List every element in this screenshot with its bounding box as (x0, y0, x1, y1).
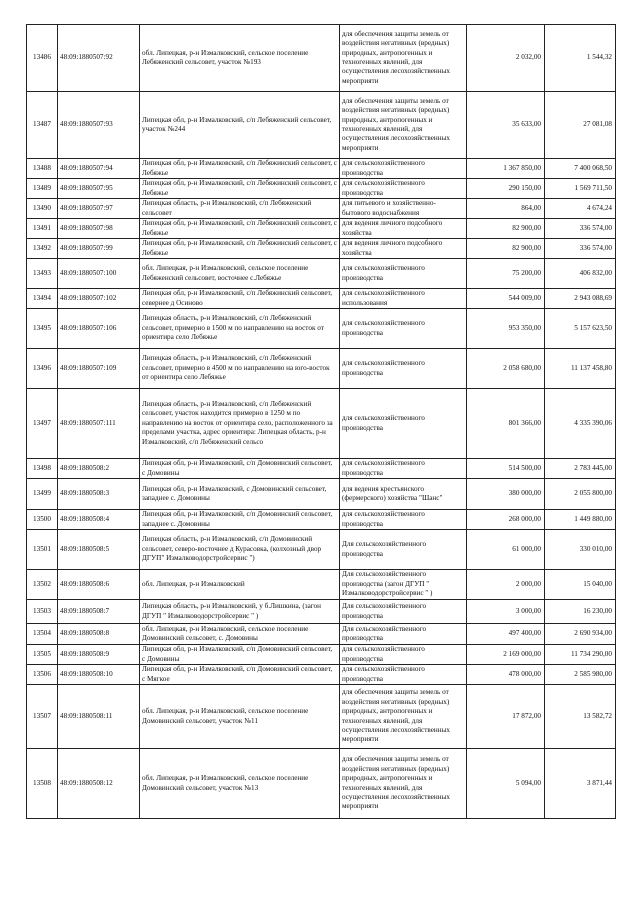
cadastral-value: 11 734 290,00 (545, 645, 616, 665)
area-value: 35 633,00 (467, 92, 545, 159)
row-number: 13504 (27, 624, 58, 645)
cadastral-number: 48:09:1880507:99 (58, 239, 140, 259)
address: Липецкая обл, р-н Измалковский, с/п Лебяжинский сельсовет, с Лебяжье (140, 219, 340, 239)
cadastral-value: 27 081,08 (545, 92, 616, 159)
cadastral-value: 4 335 390,06 (545, 389, 616, 459)
address: Липецкая обл, р-н Измалковский, с/п Домовинский сельсовет, западнее с. Домовины (140, 510, 340, 530)
table-row (27, 685, 616, 749)
permitted-use: для обеспечения защиты земель от воздействия негативных (вредных) природных, антропогенных и техногенных явлений, для осуществления лесохозяйственных мероприяти (340, 749, 467, 819)
area-value: 2 032,00 (467, 25, 545, 92)
cadastral-value: 1 544,32 (545, 25, 616, 92)
table-row (27, 239, 616, 259)
address: Липецкая область, р-н Измалковский, с/п Лебяженский сельсовет (140, 199, 340, 219)
cadastral-number: 48:09:1880508:12 (58, 749, 140, 819)
table-row (27, 92, 616, 159)
row-number: 13501 (27, 530, 58, 570)
address: Липецкая обл, р-н Измалковский, с/п Домовинский сельсовет, с Домовины (140, 645, 340, 665)
area-value: 61 000,00 (467, 530, 545, 570)
cadastral-value: 330 010,00 (545, 530, 616, 570)
row-number: 13507 (27, 685, 58, 749)
row-number: 13486 (27, 25, 58, 92)
area-value: 514 500,00 (467, 459, 545, 479)
permitted-use: для сельскохозяйственного производства (340, 259, 467, 289)
cadastral-value: 16 230,00 (545, 600, 616, 624)
cadastral-value: 2 690 934,00 (545, 624, 616, 645)
table-row (27, 349, 616, 389)
cadastral-value: 2 585 980,00 (545, 665, 616, 685)
cadastral-number: 48:09:1880508:7 (58, 600, 140, 624)
area-value: 801 366,00 (467, 389, 545, 459)
table-row (27, 645, 616, 665)
area-value: 268 000,00 (467, 510, 545, 530)
row-number: 13506 (27, 665, 58, 685)
table-row (27, 459, 616, 479)
cadastral-value: 15 040,00 (545, 570, 616, 600)
area-value: 2 169 000,00 (467, 645, 545, 665)
area-value: 953 350,00 (467, 309, 545, 349)
cadastral-number: 48:09:1880507:94 (58, 159, 140, 179)
cadastral-number: 48:09:1880507:93 (58, 92, 140, 159)
table-row (27, 309, 616, 349)
row-number: 13508 (27, 749, 58, 819)
area-value: 497 400,00 (467, 624, 545, 645)
row-number: 13497 (27, 389, 58, 459)
permitted-use: для ведения крестьянского (фермерского) хозяйства "Шанс" (340, 479, 467, 510)
permitted-use: для сельскохозяйственного производства (340, 510, 467, 530)
cadastral-value: 336 574,00 (545, 239, 616, 259)
area-value: 544 009,00 (467, 289, 545, 309)
area-value: 5 094,00 (467, 749, 545, 819)
row-number: 13492 (27, 239, 58, 259)
permitted-use: Для сельскохозяйственного производства (340, 624, 467, 645)
permitted-use: для обеспечения защиты земель от воздействия негативных (вредных) природных, антропогенных и техногенных явлений, для осуществления лесохозяйственных мероприяти (340, 25, 467, 92)
table-row (27, 665, 616, 685)
cadastral-number: 48:09:1880507:102 (58, 289, 140, 309)
cadastral-number: 48:09:1880507:97 (58, 199, 140, 219)
table-row (27, 219, 616, 239)
address: обл. Липецкая, р-н Измалковский, сельское поселение Домовинский сельсовет, участок №11 (140, 685, 340, 749)
cadastral-value: 4 674,24 (545, 199, 616, 219)
permitted-use: для обеспечения защиты земель от воздействия негативных (вредных) природных, антропогенных и техногенных явлений, для осуществления лесохозяйственных мероприяти (340, 92, 467, 159)
row-number: 13502 (27, 570, 58, 600)
permitted-use: Для сельскохозяйственного производства (340, 530, 467, 570)
permitted-use: для сельскохозяйственного производства (340, 159, 467, 179)
table-row (27, 199, 616, 219)
address: Липецкая обл, р-н Измалковский, с/п Домовинский сельсовет, с Мягкое (140, 665, 340, 685)
row-number: 13498 (27, 459, 58, 479)
area-value: 478 000,00 (467, 665, 545, 685)
permitted-use: для сельскохозяйственного производства (340, 665, 467, 685)
row-number: 13499 (27, 479, 58, 510)
cadastral-value: 406 832,00 (545, 259, 616, 289)
area-value: 75 200,00 (467, 259, 545, 289)
area-value: 2 058 680,00 (467, 349, 545, 389)
cadastral-number: 48:09:1880508:6 (58, 570, 140, 600)
cadastral-value: 5 157 623,50 (545, 309, 616, 349)
row-number: 13488 (27, 159, 58, 179)
permitted-use: для ведения личного подсобного хозяйства (340, 219, 467, 239)
table-row (27, 600, 616, 624)
area-value: 82 900,00 (467, 219, 545, 239)
row-number: 13487 (27, 92, 58, 159)
address: Липецкая обл, р-н Измалковский, с/п Лебяжинский сельсовет, с Лебяжье (140, 239, 340, 259)
table-row (27, 479, 616, 510)
address: обл. Липецкая, р-н Измалковский, сельское поселение Домовинский сельсовет, с. Домовины (140, 624, 340, 645)
cadastral-number: 48:09:1880507:106 (58, 309, 140, 349)
cadastral-number: 48:09:1880507:98 (58, 219, 140, 239)
table-body (27, 25, 616, 819)
cadastral-value: 7 400 068,50 (545, 159, 616, 179)
cadastral-value: 1 569 711,50 (545, 179, 616, 199)
row-number: 13490 (27, 199, 58, 219)
address: Липецкая обл, р-н Измалковский, с/п Домовинский сельсовет, с Домовины (140, 459, 340, 479)
address: Липецкая обл, р-н Измалковский, с/п Лебяженский сельсовет, участок №244 (140, 92, 340, 159)
row-number: 13505 (27, 645, 58, 665)
address: Липецкая область, р-н Измалковский, с/п Домовинский сельсовет, северо-восточнее д Курасовка, (колхозный двор ДГУП" Измалководорстройсервис ") (140, 530, 340, 570)
cadastral-value: 336 574,00 (545, 219, 616, 239)
row-number: 13496 (27, 349, 58, 389)
area-value: 380 000,00 (467, 479, 545, 510)
area-value: 290 150,00 (467, 179, 545, 199)
cadastral-number: 48:09:1880508:9 (58, 645, 140, 665)
cadastral-number: 48:09:1880508:2 (58, 459, 140, 479)
table-row (27, 389, 616, 459)
permitted-use: для сельскохозяйственного производства (340, 389, 467, 459)
cadastral-value: 1 449 880,00 (545, 510, 616, 530)
address: обл. Липецкая, р-н Измалковский (140, 570, 340, 600)
cadastral-number: 48:09:1880507:92 (58, 25, 140, 92)
area-value: 3 000,00 (467, 600, 545, 624)
cadastral-value: 2 943 088,69 (545, 289, 616, 309)
row-number: 13494 (27, 289, 58, 309)
cadastral-number: 48:09:1880508:4 (58, 510, 140, 530)
table-row (27, 179, 616, 199)
table-row (27, 749, 616, 819)
address: Липецкая область, р-н Измалковский, у б.Лишкина, (загон ДГУП " Измалководорстройсервис " ) (140, 600, 340, 624)
permitted-use: для сельскохозяйственного производства (340, 645, 467, 665)
address: обл. Липецкая, р-н Измалковский, сельское поселение Лебяженский сельсовет, участок №193 (140, 25, 340, 92)
address: Липецкая обл, р-н Измалковский, с Домовинский сельсовет, западнее с. Домовины (140, 479, 340, 510)
cadastral-number: 48:09:1880507:109 (58, 349, 140, 389)
area-value: 1 367 850,00 (467, 159, 545, 179)
address: Липецкая обл, р-н Измалковский, с/п Лебяжинский сельсовет, севернее д Осиново (140, 289, 340, 309)
permitted-use: для сельскохозяйственного производства (340, 349, 467, 389)
address: Липецкая область, р-н Измалковский, с/п Лебяженский сельсовет, примерно в 4500 м по направлению на юго-восток от ориентира село Лебяжье (140, 349, 340, 389)
cadastral-number: 48:09:1880508:5 (58, 530, 140, 570)
permitted-use: Для сельскохозяйственного производства (загон ДГУП " Измалководорстройсервис " ) (340, 570, 467, 600)
cadastral-value: 2 055 800,00 (545, 479, 616, 510)
permitted-use: для сельскохозяйственного использования (340, 289, 467, 309)
cadastral-number: 48:09:1880508:11 (58, 685, 140, 749)
row-number: 13489 (27, 179, 58, 199)
land-plots-table (26, 24, 616, 819)
permitted-use: для ведения личного подсобного хозяйства (340, 239, 467, 259)
permitted-use: для сельскохозяйственного производства (340, 309, 467, 349)
address: Липецкая обл, р-н Измалковский, с/п Лебяжинский сельсовет, с Лебяжье (140, 159, 340, 179)
area-value: 2 000,00 (467, 570, 545, 600)
address: Липецкая обл, р-н Измалковский, с/п Лебяжинский сельсовет, с Лебяжье (140, 179, 340, 199)
row-number: 13503 (27, 600, 58, 624)
permitted-use: для обеспечения защиты земель от воздействия негативных (вредных) природных, антропогенных и техногенных явлений, для осуществления лесохозяйственных мероприяти (340, 685, 467, 749)
table-row (27, 624, 616, 645)
table-row (27, 259, 616, 289)
permitted-use: для сельскохозяйственного производства (340, 179, 467, 199)
address: Липецкая область, р-н Измалковский, с/п Лебяженский сельсовет, примерно в 1500 м по направлению на восток от ориентира село Лебяжье (140, 309, 340, 349)
table-row (27, 159, 616, 179)
table-row (27, 570, 616, 600)
cadastral-value: 11 137 458,80 (545, 349, 616, 389)
address: обл. Липецкая, р-н Измалковский, сельское поселение Лебяженский сельсовет, восточнее с.Лебяжье (140, 259, 340, 289)
area-value: 82 900,00 (467, 239, 545, 259)
table-row (27, 510, 616, 530)
table-row (27, 289, 616, 309)
permitted-use: для сельскохозяйственного производства (340, 459, 467, 479)
cadastral-number: 48:09:1880508:3 (58, 479, 140, 510)
area-value: 17 872,00 (467, 685, 545, 749)
table-row (27, 25, 616, 92)
cadastral-number: 48:09:1880508:10 (58, 665, 140, 685)
cadastral-number: 48:09:1880507:95 (58, 179, 140, 199)
address: обл. Липецкая, р-н Измалковский, сельское поселение Домовинский сельсовет, участок №13 (140, 749, 340, 819)
cadastral-value: 3 871,44 (545, 749, 616, 819)
cadastral-number: 48:09:1880507:111 (58, 389, 140, 459)
row-number: 13491 (27, 219, 58, 239)
permitted-use: для питьевого и хозяйственно-бытового водоснабжения (340, 199, 467, 219)
row-number: 13493 (27, 259, 58, 289)
area-value: 864,00 (467, 199, 545, 219)
cadastral-value: 2 783 445,00 (545, 459, 616, 479)
address: Липецкая область, р-н Измалковский, с/п Лебяженский сельсовет, участок находится примерно в 1250 м по направлению на восток от ориентира село, расположенного за пределами участка, адрес ориентира: Липецкая область, р-н Измалковский, с/п Лебяженский сельсо (140, 389, 340, 459)
table-row (27, 530, 616, 570)
cadastral-value: 13 582,72 (545, 685, 616, 749)
permitted-use: Для сельскохозяйственного производства (340, 600, 467, 624)
row-number: 13500 (27, 510, 58, 530)
cadastral-number: 48:09:1880507:100 (58, 259, 140, 289)
row-number: 13495 (27, 309, 58, 349)
cadastral-number: 48:09:1880508:8 (58, 624, 140, 645)
